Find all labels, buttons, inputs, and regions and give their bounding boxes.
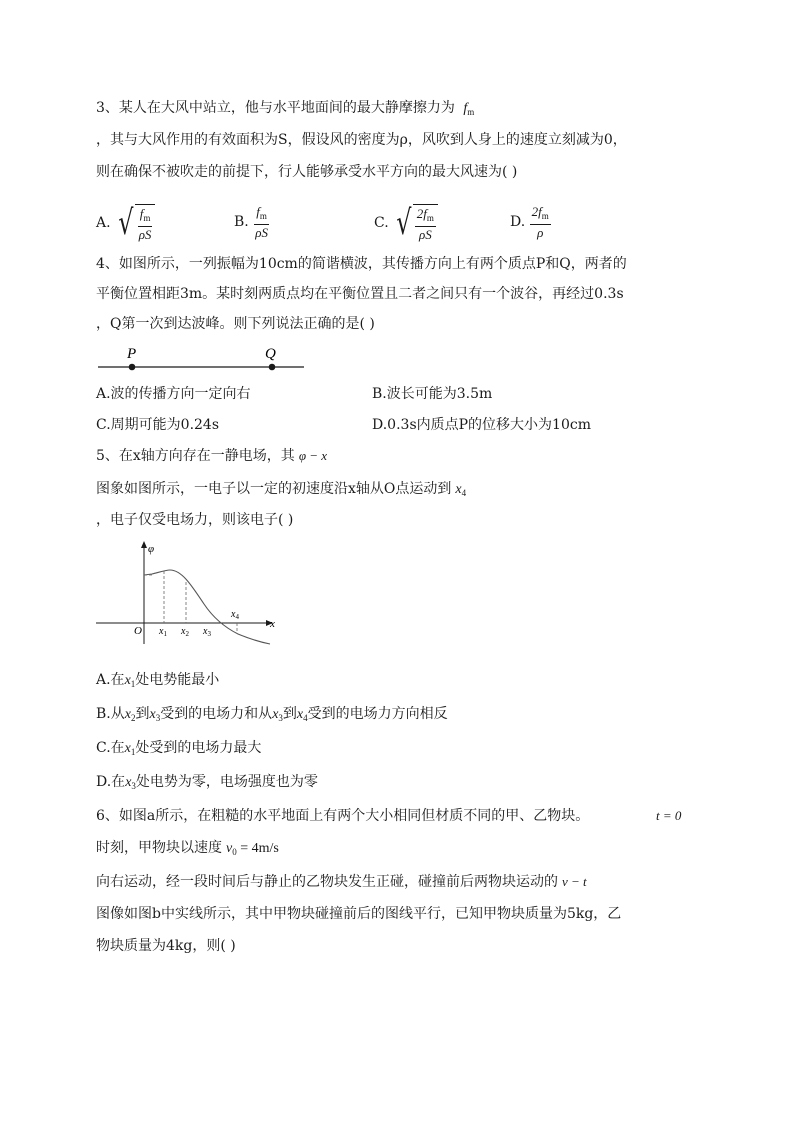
point-q-label: Q [265, 346, 276, 362]
q6-line-1: 6、如图a所示，在粗糙的水平地面上有两个大小相同但材质不同的甲、乙物块。 [96, 808, 590, 824]
q3-fm-symbol: $f_m$ [463, 101, 475, 117]
point-p-label: P [127, 346, 137, 362]
q5-line-2: 图象如图所示，一电子以一定的初速度沿x轴从O点运动到 $x_4$ [96, 481, 467, 498]
q6-line-4: 图像如图b中实线所示，其中甲物块碰撞前后的图线平行，已知甲物块质量为5kg，乙 [96, 906, 622, 922]
graph-y-label: φ [148, 543, 155, 555]
q3-option-a[interactable]: A. √ $\frac{f_m}{\rho S}$ [96, 204, 155, 242]
fraction-expression: $\frac{2f_m}{\rho}$ [531, 204, 549, 240]
sqrt-expression: √ $\frac{f_m}{\rho S}$ [115, 204, 155, 242]
q5-option-b[interactable]: B.从$x_2$到$x_3$受到的电场力和从$x_3$到$x_4$受到的电场力方向相反 [96, 706, 448, 723]
q5-option-c[interactable]: C.在$x_1$处受到的电场力最大 [96, 740, 262, 757]
y-axis-arrow-icon [141, 541, 147, 548]
q3-line-1 [96, 98, 474, 122]
phi-x-math: φ − x [298, 448, 328, 463]
v0-math: $v_0 = 4m/s$ [226, 841, 279, 857]
q4-option-a[interactable]: A.波的传播方向一定向右 [96, 386, 251, 402]
q5-line-1: 5、在x轴方向存在一静电场，其 φ − x [96, 448, 328, 464]
q4-option-b[interactable]: B.波长可能为3.5m [372, 386, 493, 402]
q3-option-b[interactable]: B. $\frac{f_m}{\rho S}$ [234, 204, 268, 240]
graph-origin-label: O [134, 625, 142, 637]
x4-math: $x_4$ [455, 482, 467, 498]
graph-tick-x2: $x_2$ [181, 626, 189, 638]
sqrt-expression: √ $\frac{2f_m}{\rho S}$ [393, 204, 438, 242]
fraction-expression: $\frac{f_m}{\rho S}$ [255, 204, 268, 240]
q3-option-c[interactable]: C. √ $\frac{2f_m}{\rho S}$ [374, 204, 438, 242]
point-p-dot [129, 364, 136, 371]
q5-line-3: ，电子仅受电场力，则该电子( ) [96, 512, 294, 528]
q6-line-2: 时刻，甲物块以速度 $v_0 = 4m/s$ [96, 840, 279, 857]
q4-line-2: 平衡位置相距3m。某时刻两质点均在平衡位置且二者之间只有一个波谷，再经过0.3s [96, 286, 624, 302]
q3-stem-text: 3、某人在大风中站立，他与水平地面间的最大静摩擦力为 [96, 100, 455, 116]
q4-option-d[interactable]: D.0.3s内质点P的位移大小为10cm [372, 417, 591, 433]
q3-line-3: 则在确保不被吹走的前提下，行人能够承受水平方向的最大风速为( ) [96, 164, 518, 180]
q4-line-3: ，Q第一次到达波峰。则下列说法正确的是( ) [96, 316, 375, 332]
q3-option-d[interactable]: D. $\frac{2f_m}{\rho}$ [510, 204, 549, 240]
v-t-math: v − t [562, 874, 587, 889]
q4-figure [90, 340, 320, 380]
q5-option-a[interactable]: A.在$x_1$处电势能最小 [96, 672, 220, 689]
q3-line-2: ，其与大风作用的有效面积为S，假设风的密度为ρ，风吹到人身上的速度立刻减为0， [96, 132, 627, 148]
graph-tick-x4: $x_4$ [231, 609, 239, 621]
t-zero-math: t = 0 [656, 808, 682, 823]
q6-line-3: 向右运动，经一段时间后与静止的乙物块发生正碰，碰撞前后两物块运动的 v − t [96, 874, 587, 890]
q5-potential-graph [92, 538, 292, 650]
graph-x-label: x [270, 618, 275, 630]
q6-line-5: 物块质量为4kg，则( ) [96, 938, 236, 954]
q5-option-d[interactable]: D.在$x_3$处电势为零，电场强度也为零 [96, 774, 318, 791]
graph-tick-x1: $x_1$ [159, 626, 167, 638]
point-q-dot [269, 364, 276, 371]
q4-option-c[interactable]: C.周期可能为0.24s [96, 417, 220, 433]
q4-line-1: 4、如图所示，一列振幅为10cm的简谐横波，其传播方向上有两个质点P和Q，两者的 [96, 256, 627, 272]
graph-tick-x3: $x_3$ [203, 626, 211, 638]
